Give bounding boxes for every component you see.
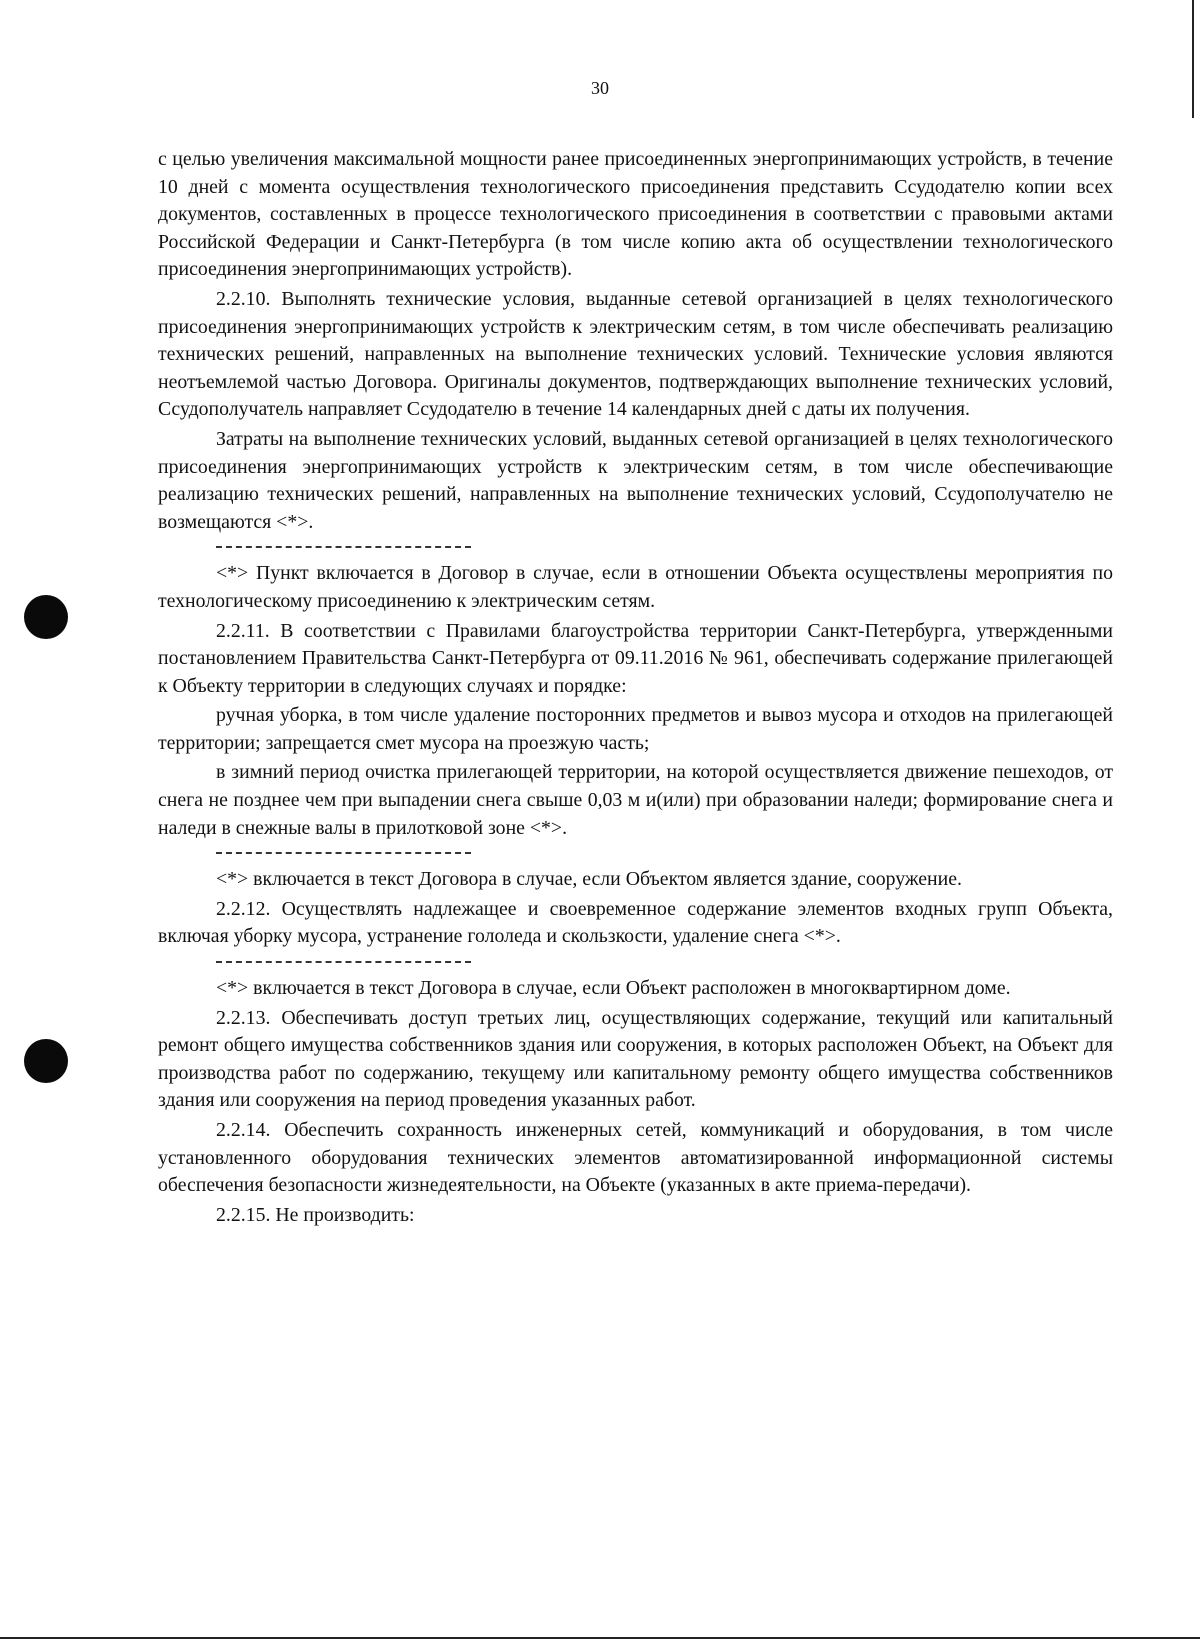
binder-hole [24,595,68,639]
paragraph-manual-cleaning: ручная уборка, в том числе удаление посторонних предметов и вывоз мусора и отходов на прилегающей территории; запрещается смет мусора на проезжую часть; [158,704,1113,754]
footnote-separator [216,852,471,854]
scan-edge-right [1192,0,1194,118]
page-number: 30 [591,78,609,98]
paragraph-continuation: с целью увеличения максимальной мощности ранее присоединенных энергопринимающих устройств, в течение 10 дней с момента осуществления технологического присоединения представить Ссудодателю копии всех документов, составленных в процессе технологического присоединения в соответствии с правовыми актами Российской Федерации и Санкт-Петербурга (в том числе копию акта об осуществлении технологического присоединения энергопринимающих устройств). [158,148,1113,281]
paragraph-winter-cleaning: в зимний период очистка прилегающей территории, на которой осуществляется движение пешеходов, от снега не позднее чем при выпадении снега свыше 0,03 м и(или) при образовании наледи; формирование снега и наледи в снежные валы в прилотковой зоне <*>. [158,761,1113,839]
footnote-3: <*> включается в текст Договора в случае, если Объект расположен в многоквартирном доме. [216,977,1011,1000]
paragraph-2-2-15: 2.2.15. Не производить: [216,1203,415,1226]
binder-hole [24,1039,68,1083]
paragraph-costs: Затраты на выполнение технических условий, выданных сетевой организацией в целях технологического присоединения энергопринимающих устройств к электрическим сетям, в том числе обеспечивающие реализацию технических решений, направленных на выполнение технических условий, Ссудополучателю не возмещаются <*>. [158,427,1113,533]
paragraph-2-2-11: 2.2.11. В соответствии с Правилами благоустройства территории Санкт-Петербурга, утвержденными постановлением Правительства Санкт-Петербурга от 09.11.2016 № 961, обеспечивать содержание прилегающей к Объекту территории в следующих случаях и порядке: [158,619,1113,697]
paragraph-2-2-10: 2.2.10. Выполнять технические условия, выданные сетевой организацией в целях технологического присоединения энергопринимающих устройств к электрическим сетям, в том числе обеспечивать реализацию технических решений, направленных на выполнение технических условий. Технические условия являются неотъемлемой частью Договора. Оригиналы документов, подтверждающих выполнение технических условий, Ссудополучатель направляет Ссудодателю в течение 14 календарных дней с даты их получения. [158,287,1113,421]
scan-edge-bottom [0,1637,1200,1639]
footnote-1: <*> Пункт включается в Договор в случае, если в отношении Объекта осуществлены мероприятия по технологическому присоединению к электрическим сетям. [158,562,1113,612]
footnote-separator [216,961,471,963]
footnote-2: <*> включается в текст Договора в случае, если Объектом является здание, сооружение. [216,868,962,891]
document-body [158,146,1113,1229]
paragraph-2-2-13: 2.2.13. Обеспечивать доступ третьих лиц, осуществляющих содержание, текущий или капитальный ремонт общего имущества собственников здания или сооружения, в которых расположен Объект, на Объект для производства работ по содержанию, текущему или капитальному ремонту общего имущества собственников здания или сооружения на период проведения указанных работ. [158,1006,1113,1112]
paragraph-2-2-14: 2.2.14. Обеспечить сохранность инженерных сетей, коммуникаций и оборудования, в том числе установленного оборудования технических элементов автоматизированной информационной системы обеспечения безопасности жизнедеятельности, на Объекте (указанных в акте приема-передачи). [158,1119,1113,1197]
footnote-separator [216,546,471,548]
paragraph-2-2-12: 2.2.12. Осуществлять надлежащее и своевременное содержание элементов входных групп Объекта, включая уборку мусора, устранение гололеда и скользкости, удаление снега <*>. [158,897,1113,948]
